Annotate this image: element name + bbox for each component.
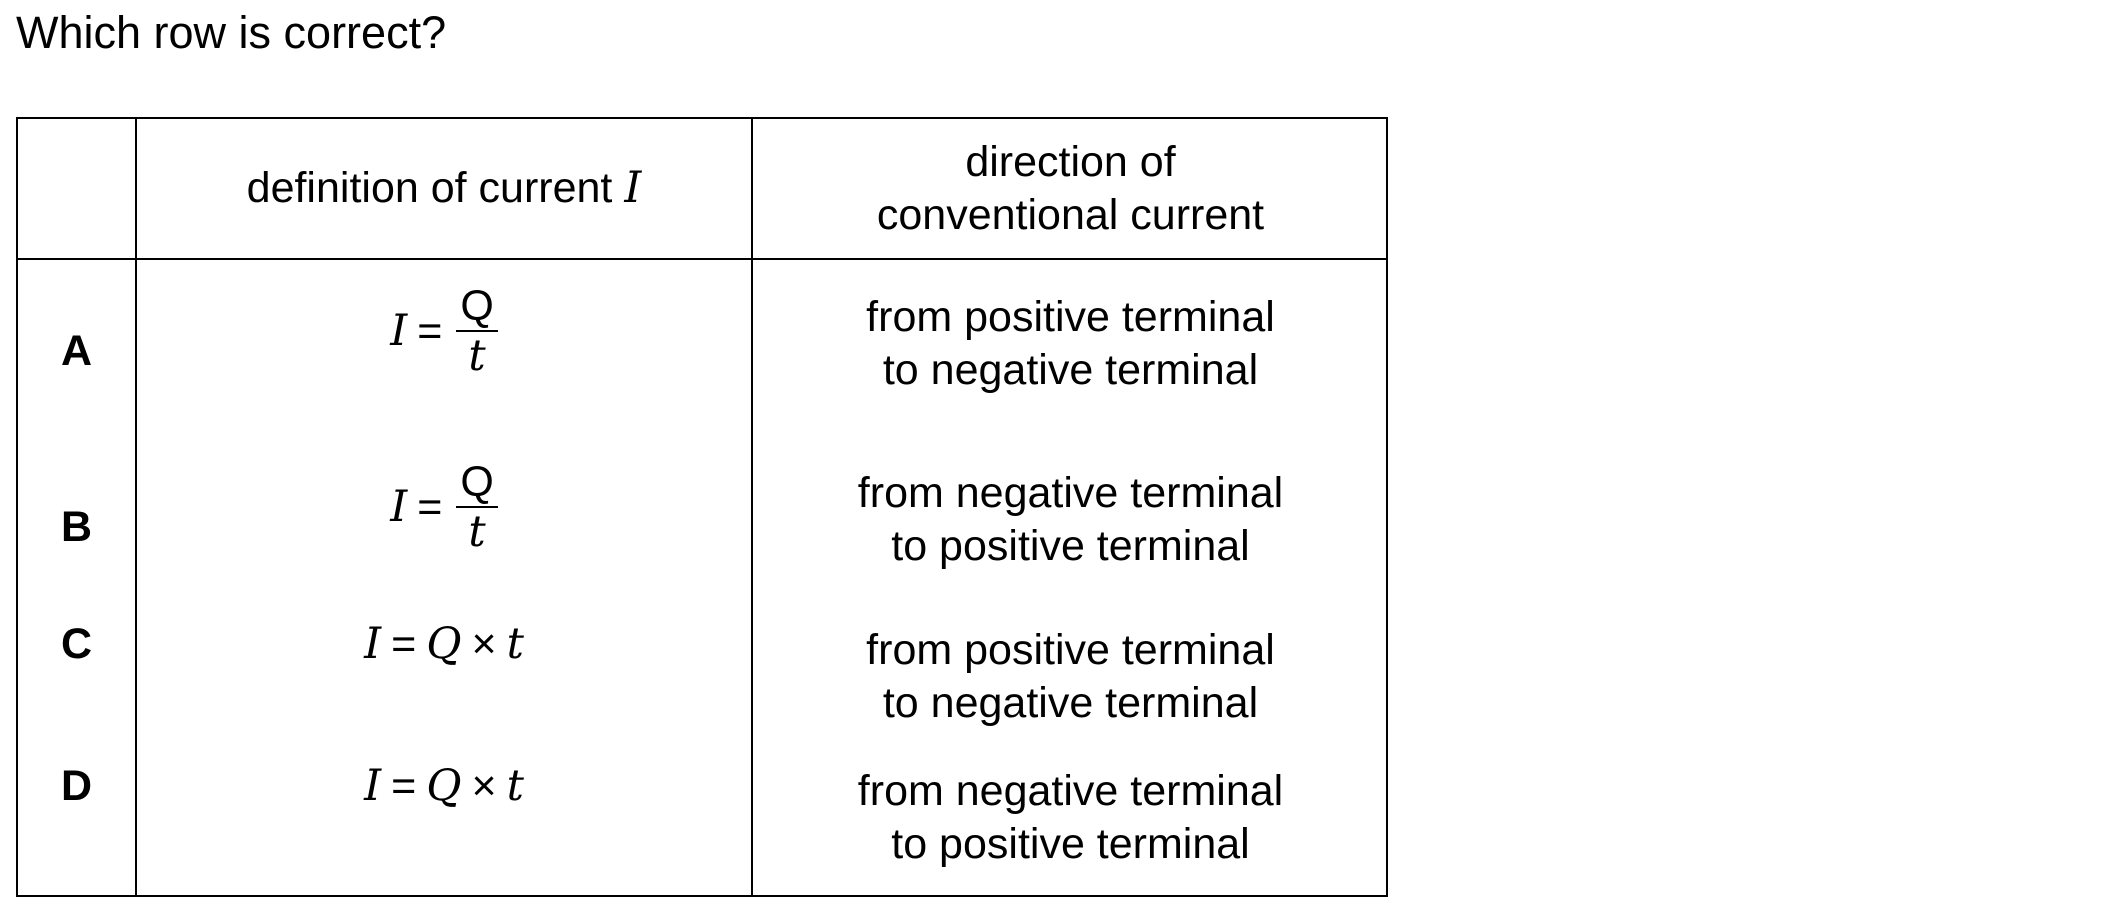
header-current-symbol: I <box>624 163 642 213</box>
header-definition-cell <box>137 119 751 258</box>
fraction-denominator: t <box>468 507 486 557</box>
row-letter-b: B <box>60 502 93 551</box>
fraction-numerator: Q <box>456 458 497 508</box>
direction-c <box>753 622 1388 732</box>
row-letter-a: A <box>60 326 93 375</box>
formula-lhs: I <box>364 760 382 811</box>
formula-equals: = <box>417 306 443 355</box>
direction-b <box>753 465 1388 575</box>
formula-c <box>137 609 751 679</box>
question-text: Which row is correct? <box>16 7 447 58</box>
direction-d <box>753 763 1388 873</box>
formula-times: × <box>471 761 497 810</box>
header-empty-cell <box>18 119 135 258</box>
formula-a <box>137 279 751 383</box>
formula-d <box>137 751 751 821</box>
formula-equals: = <box>391 619 417 668</box>
formula-time: t <box>506 618 524 669</box>
formula-lhs: I <box>364 618 382 669</box>
header-definition-label: definition of current <box>246 164 613 212</box>
formula-lhs: I <box>390 305 408 356</box>
header-direction-line2: conventional current <box>876 190 1265 239</box>
fraction <box>456 458 497 556</box>
fraction-denominator: t <box>468 331 486 381</box>
direction-line1: from positive terminal <box>866 293 1275 341</box>
direction-line1: from negative terminal <box>857 767 1284 815</box>
formula-b <box>137 455 751 559</box>
direction-line1: from positive terminal <box>866 626 1275 674</box>
direction-line2: to negative terminal <box>882 679 1259 727</box>
formula-charge: Q <box>426 618 462 669</box>
direction-line2: to negative terminal <box>882 346 1259 394</box>
answer-table <box>16 117 1388 897</box>
formula-lhs: I <box>390 481 408 532</box>
fraction-numerator: Q <box>456 282 497 332</box>
header-direction-line1: direction of <box>965 137 1176 186</box>
formula-time: t <box>506 760 524 811</box>
direction-a <box>753 289 1388 399</box>
header-direction-cell <box>753 119 1388 258</box>
direction-line2: to positive terminal <box>891 522 1250 570</box>
formula-equals: = <box>417 482 443 531</box>
fraction <box>456 282 497 380</box>
direction-line2: to positive terminal <box>891 820 1250 868</box>
formula-charge: Q <box>426 760 462 811</box>
formula-equals: = <box>391 761 417 810</box>
formula-times: × <box>471 619 497 668</box>
row-letter-c: C <box>60 619 93 668</box>
direction-line1: from negative terminal <box>857 469 1284 517</box>
row-letter-d: D <box>60 761 93 810</box>
header-divider <box>18 258 1386 260</box>
